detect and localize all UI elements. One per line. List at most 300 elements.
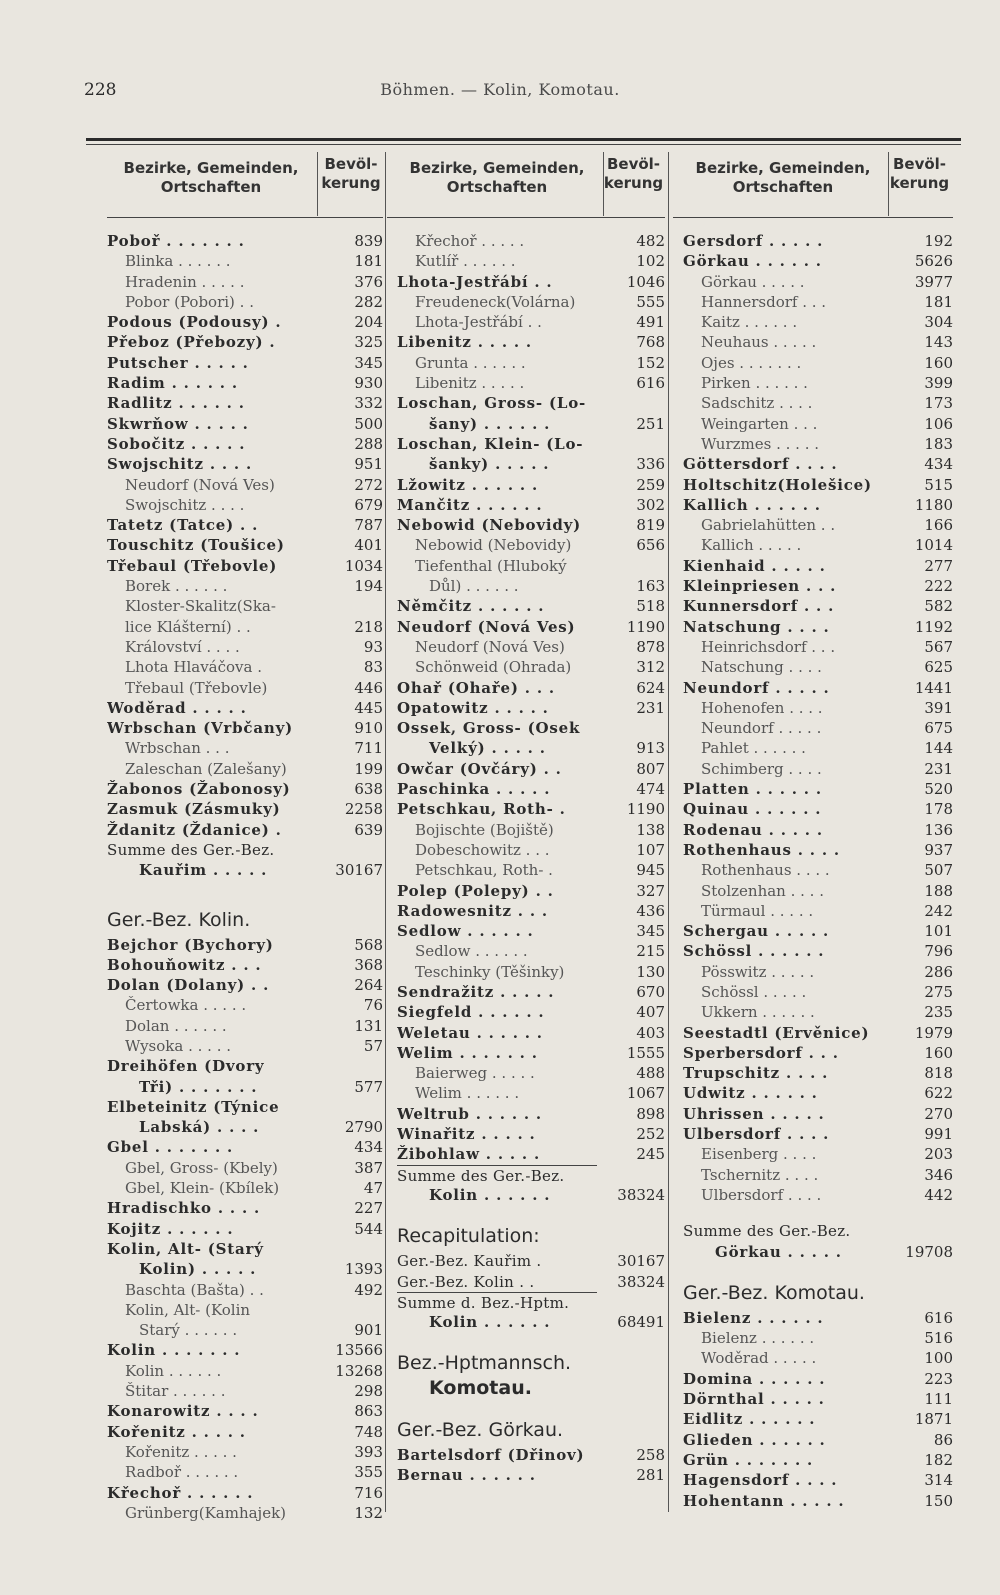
population-value: 132 bbox=[354, 1503, 383, 1522]
place-name: Sedlow . . . . . . bbox=[397, 922, 534, 941]
place-name: Ger.-Bez. Kolin. bbox=[107, 908, 251, 931]
place-name: Grünberg(Kamhajek) bbox=[125, 1503, 287, 1522]
place-name: Kolin . . . . . . bbox=[429, 1313, 551, 1332]
place-name: Ždanitz (Ždanice) . bbox=[107, 820, 282, 839]
place-name: Seestadtl (Ervěnice) bbox=[683, 1023, 870, 1042]
place-name: Petschkau, Roth- . bbox=[415, 861, 553, 880]
place-name: Sadschitz . . . . bbox=[701, 394, 813, 413]
place-name: Kutlíř . . . . . . bbox=[415, 252, 516, 271]
place-name: Holtschitz(Holešice) bbox=[683, 475, 872, 494]
place-name: Eidlitz . . . . . . bbox=[683, 1410, 816, 1429]
population-value: 399 bbox=[924, 374, 953, 393]
place-name: Lžowitz . . . . . . bbox=[397, 475, 538, 494]
place-name: Domina . . . . . . bbox=[683, 1369, 826, 1388]
place-name: Welim . . . . . . . bbox=[397, 1043, 538, 1062]
column-2-head-rule bbox=[387, 217, 665, 218]
place-name: Bernau . . . . . . bbox=[397, 1466, 536, 1485]
population-value: 768 bbox=[636, 333, 665, 352]
population-value: 264 bbox=[354, 976, 383, 995]
population-value: 638 bbox=[354, 780, 383, 799]
population-value: 639 bbox=[354, 820, 383, 839]
population-value: 173 bbox=[924, 394, 953, 413]
place-name: Ulbersdorf . . . . bbox=[683, 1125, 830, 1144]
population-value: 277 bbox=[924, 556, 953, 575]
place-name: Dobeschowitz . . . bbox=[415, 840, 550, 859]
population-value: 332 bbox=[354, 394, 383, 413]
place-name: Petschkau, Roth- . bbox=[397, 800, 566, 819]
place-name: Mančitz . . . . . . bbox=[397, 495, 543, 514]
place-name: Zaleschan (Zalešany) bbox=[125, 759, 287, 778]
place-name: Neundorf . . . . . bbox=[701, 719, 822, 738]
population-value: 446 bbox=[354, 678, 383, 697]
population-value: 376 bbox=[354, 272, 383, 291]
place-name: Bartelsdorf (Dřinov) bbox=[397, 1445, 585, 1464]
place-name: Heinrichsdorf . . . bbox=[701, 637, 836, 656]
place-name: Platten . . . . . . bbox=[683, 780, 822, 799]
place-name: Pahlet . . . . . . bbox=[701, 739, 806, 758]
place-name: Bohouňowitz . . . bbox=[107, 955, 262, 974]
population-value: 111 bbox=[924, 1390, 953, 1409]
population-value: 346 bbox=[924, 1165, 953, 1184]
place-name: Ossek, Gross- (Osek bbox=[397, 719, 581, 738]
population-value: 1871 bbox=[914, 1410, 953, 1429]
place-name: Touschitz (Toušice) bbox=[107, 536, 285, 555]
place-name: Tři) . . . . . . . bbox=[139, 1077, 258, 1096]
population-value: 192 bbox=[924, 232, 953, 250]
population-value: 951 bbox=[354, 455, 383, 474]
place-name: Schössl . . . . . bbox=[701, 982, 807, 1001]
place-name: Schönweid (Ohrada) bbox=[415, 658, 572, 677]
place-name: Natschung . . . . bbox=[683, 617, 830, 636]
place-name: Weltrub . . . . . . bbox=[397, 1104, 542, 1123]
population-value: 312 bbox=[636, 658, 665, 677]
population-value: 679 bbox=[354, 495, 383, 514]
population-value: 403 bbox=[636, 1023, 665, 1042]
place-name: Kolin . . . . . . bbox=[125, 1361, 222, 1380]
place-name: Opatowitz . . . . . bbox=[397, 698, 549, 717]
population-value: 231 bbox=[636, 698, 665, 717]
population-value: 577 bbox=[354, 1077, 383, 1096]
place-name: Skwrňow . . . . . bbox=[107, 414, 249, 433]
population-value: 387 bbox=[354, 1158, 383, 1177]
column-3-head-rule bbox=[673, 217, 953, 218]
place-name: Summe des Ger.-Bez. bbox=[683, 1222, 851, 1241]
place-name: Summe d. Bez.-Hptm. bbox=[397, 1292, 597, 1313]
place-name: Bielenz . . . . . . bbox=[701, 1329, 815, 1348]
place-name: Konarowitz . . . . bbox=[107, 1402, 259, 1421]
population-value: 930 bbox=[354, 374, 383, 393]
column-2-name-header: Bezirke, Gemeinden, Ortschaften bbox=[409, 159, 585, 196]
population-value: 252 bbox=[636, 1125, 665, 1144]
place-name: Radim . . . . . . bbox=[107, 374, 238, 393]
place-name: Ger.-Bez. Görkau. bbox=[397, 1418, 564, 1441]
population-value: 218 bbox=[354, 617, 383, 636]
population-value: 515 bbox=[924, 475, 953, 494]
population-value: 76 bbox=[363, 996, 383, 1015]
column-2-population-header: Bevöl- kerung bbox=[603, 155, 664, 192]
column-1-name-header: Bezirke, Gemeinden, Ortschaften bbox=[123, 159, 299, 196]
place-name: Podous (Podousy) . bbox=[107, 313, 282, 332]
population-value: 235 bbox=[924, 1003, 953, 1022]
place-name: Němčitz . . . . . . bbox=[397, 597, 545, 616]
place-name: Zasmuk (Zásmuky) bbox=[107, 800, 281, 819]
place-name: Wrbschan (Vrbčany) bbox=[107, 719, 293, 738]
place-name: Kolin, Alt- (Kolin bbox=[125, 1300, 251, 1319]
population-value: 245 bbox=[636, 1145, 665, 1164]
place-name: Přeboz (Přebozy) . bbox=[107, 333, 276, 352]
population-value: 231 bbox=[924, 759, 953, 778]
place-name: Schergau . . . . . bbox=[683, 922, 830, 941]
population-value: 3977 bbox=[914, 272, 953, 291]
population-value: 136 bbox=[924, 820, 953, 839]
place-name: Welim . . . . . . bbox=[415, 1084, 520, 1103]
population-value: 106 bbox=[924, 414, 953, 433]
column-3-population-header: Bevöl- kerung bbox=[889, 155, 950, 192]
column-2-3-divider bbox=[668, 152, 669, 1512]
place-name: Lhota-Jestřábí . . bbox=[397, 272, 553, 291]
place-name: Hohentann . . . . . bbox=[683, 1491, 845, 1510]
place-name: Rodenau . . . . . bbox=[683, 820, 823, 839]
place-name: Hagensdorf . . . . bbox=[683, 1471, 838, 1490]
place-name: Pösswitz . . . . . bbox=[701, 962, 815, 981]
place-name: Schimberg . . . . bbox=[701, 759, 822, 778]
place-name: Ukkern . . . . . . bbox=[701, 1003, 815, 1022]
place-name: Žabonos (Žabonosy) bbox=[107, 780, 291, 799]
place-name: Dreihöfen (Dvory bbox=[107, 1057, 265, 1076]
page-number: 228 bbox=[84, 80, 117, 100]
place-name: Kolin . . . . . . bbox=[429, 1185, 551, 1204]
population-value: 355 bbox=[354, 1463, 383, 1482]
place-name: Gbel, Klein- (Kbílek) bbox=[125, 1179, 280, 1198]
population-value: 286 bbox=[924, 962, 953, 981]
population-value: 272 bbox=[354, 475, 383, 494]
population-value: 345 bbox=[636, 922, 665, 941]
place-name: Paschinka . . . . . bbox=[397, 780, 551, 799]
population-value: 492 bbox=[354, 1280, 383, 1299]
population-value: 304 bbox=[924, 313, 953, 332]
place-name: Kolin) . . . . . bbox=[139, 1260, 257, 1279]
place-name: Důl) . . . . . . bbox=[429, 577, 519, 596]
place-name: Wrbschan . . . bbox=[125, 739, 230, 758]
place-name: Hannersdorf . . . bbox=[701, 292, 827, 311]
population-value: 670 bbox=[636, 982, 665, 1001]
population-value: 937 bbox=[924, 840, 953, 859]
population-value: 131 bbox=[354, 1016, 383, 1035]
population-value: 345 bbox=[354, 353, 383, 372]
place-name: Rothenhaus . . . . bbox=[683, 840, 840, 859]
column-1-head-rule bbox=[107, 217, 383, 218]
place-name: Pirken . . . . . . bbox=[701, 374, 808, 393]
place-name: Hohenofen . . . . bbox=[701, 698, 823, 717]
place-name: Freudeneck(Volárna) bbox=[415, 292, 576, 311]
place-name: Summe des Ger.-Bez. bbox=[397, 1165, 597, 1186]
place-name: Ger.-Bez. Kolin . . bbox=[397, 1272, 535, 1291]
population-value: 913 bbox=[636, 739, 665, 758]
population-value: 516 bbox=[924, 1329, 953, 1348]
population-value: 622 bbox=[924, 1084, 953, 1103]
population-value: 242 bbox=[924, 901, 953, 920]
population-value: 138 bbox=[636, 820, 665, 839]
population-value: 47 bbox=[363, 1179, 383, 1198]
population-value: 199 bbox=[354, 759, 383, 778]
place-name: Neundorf . . . . . bbox=[683, 678, 830, 697]
place-name: Tatetz (Tatce) . . bbox=[107, 516, 259, 535]
place-name: Sperbersdorf . . . bbox=[683, 1043, 839, 1062]
place-name: Görkau . . . . . bbox=[701, 272, 805, 291]
population-value: 863 bbox=[354, 1402, 383, 1421]
place-name: Křechoř . . . . . bbox=[415, 232, 525, 250]
column-1-2-divider bbox=[385, 152, 386, 1512]
place-name: Štitar . . . . . . bbox=[125, 1382, 226, 1401]
population-value: 314 bbox=[924, 1471, 953, 1490]
population-value: 86 bbox=[933, 1430, 953, 1449]
place-name: Baierweg . . . . . bbox=[415, 1064, 535, 1083]
top-rule bbox=[86, 138, 961, 141]
place-name: Görkau . . . . . bbox=[715, 1242, 842, 1261]
place-name: Libenitz . . . . . bbox=[415, 374, 525, 393]
place-name: Kaitz . . . . . . bbox=[701, 313, 798, 332]
population-value: 1441 bbox=[914, 678, 953, 697]
population-value: 1067 bbox=[626, 1084, 665, 1103]
place-name: Křechoř . . . . . . bbox=[107, 1483, 254, 1502]
place-name: Owčar (Ovčáry) . . bbox=[397, 759, 562, 778]
population-value: 1555 bbox=[626, 1043, 665, 1062]
top-rule-thin bbox=[86, 144, 961, 145]
place-name: Quinau . . . . . . bbox=[683, 800, 822, 819]
population-value: 93 bbox=[363, 637, 383, 656]
place-name: Sobočitz . . . . . bbox=[107, 434, 246, 453]
population-value: 143 bbox=[924, 333, 953, 352]
place-name: Kloster-Skalitz(Ska- bbox=[125, 597, 276, 616]
place-name: Grün . . . . . . . bbox=[683, 1450, 814, 1469]
population-value: 101 bbox=[924, 922, 953, 941]
population-value: 57 bbox=[363, 1036, 383, 1055]
population-value: 160 bbox=[924, 353, 953, 372]
place-name: šany) . . . . . . bbox=[429, 414, 551, 433]
population-value: 1393 bbox=[344, 1260, 383, 1279]
population-value: 807 bbox=[636, 759, 665, 778]
place-name: Neudorf (Nová Ves) bbox=[397, 617, 576, 636]
population-value: 1192 bbox=[914, 617, 953, 636]
population-value: 288 bbox=[354, 434, 383, 453]
population-value: 2790 bbox=[344, 1118, 383, 1137]
place-name: Poboř . . . . . . . bbox=[107, 232, 245, 250]
population-value: 258 bbox=[636, 1445, 665, 1464]
place-name: Recapitulation: bbox=[397, 1225, 540, 1248]
population-value: 442 bbox=[924, 1185, 953, 1204]
place-name: Görkau . . . . . . bbox=[683, 252, 822, 271]
population-value: 227 bbox=[354, 1199, 383, 1218]
place-name: Loschan, Klein- (Lo- bbox=[397, 434, 584, 453]
place-name: Dörnthal . . . . . bbox=[683, 1390, 825, 1409]
place-name: Království . . . . bbox=[125, 637, 240, 656]
place-name: Stolzenhan . . . . bbox=[701, 881, 824, 900]
population-value: 163 bbox=[636, 577, 665, 596]
place-name: Dolan (Dolany) . . bbox=[107, 976, 270, 995]
population-value: 991 bbox=[924, 1125, 953, 1144]
place-name: Blinka . . . . . . bbox=[125, 252, 231, 271]
population-value: 183 bbox=[924, 434, 953, 453]
population-value: 507 bbox=[924, 861, 953, 880]
place-name: Radboř . . . . . . bbox=[125, 1463, 239, 1482]
population-value: 68491 bbox=[617, 1313, 665, 1332]
population-value: 436 bbox=[636, 901, 665, 920]
column-3-divider bbox=[888, 152, 889, 216]
population-value: 434 bbox=[924, 455, 953, 474]
population-value: 188 bbox=[924, 881, 953, 900]
place-name: Hradischko . . . . bbox=[107, 1199, 261, 1218]
place-name: Gabrielahütten . . bbox=[701, 516, 836, 535]
place-name: Polep (Polepy) . . bbox=[397, 881, 554, 900]
place-name: Udwitz . . . . . . bbox=[683, 1084, 818, 1103]
column-2-divider bbox=[603, 152, 604, 216]
place-name: Dolan . . . . . . bbox=[125, 1016, 227, 1035]
place-name: Elbeteinitz (Týnice bbox=[107, 1097, 280, 1116]
place-name: Wurzmes . . . . . bbox=[701, 434, 820, 453]
place-name: Swojschitz . . . . bbox=[107, 455, 252, 474]
population-value: 818 bbox=[924, 1064, 953, 1083]
population-value: 107 bbox=[636, 840, 665, 859]
place-name: Türmaul . . . . . bbox=[701, 901, 814, 920]
place-name: Loschan, Gross- (Lo- bbox=[397, 394, 587, 413]
place-name: Kojitz . . . . . . bbox=[107, 1219, 234, 1238]
place-name: Bielenz . . . . . . bbox=[683, 1308, 824, 1327]
place-name: Nebowid (Nebovidy) bbox=[415, 536, 572, 555]
place-name: Ger.-Bez. Komotau. bbox=[683, 1281, 865, 1304]
place-name: Winařitz . . . . . bbox=[397, 1125, 536, 1144]
population-value: 368 bbox=[354, 955, 383, 974]
place-name: Labská) . . . . bbox=[139, 1118, 260, 1137]
place-name: Sedlow . . . . . . bbox=[415, 942, 528, 961]
place-name: Libenitz . . . . . bbox=[397, 333, 532, 352]
column-3-name-header: Bezirke, Gemeinden, Ortschaften bbox=[695, 159, 871, 196]
population-value: 222 bbox=[924, 577, 953, 596]
population-value: 748 bbox=[354, 1422, 383, 1441]
population-value: 555 bbox=[636, 292, 665, 311]
place-name: Pobor (Pobori) . . bbox=[125, 292, 254, 311]
place-name: Summe des Ger.-Bez. bbox=[107, 840, 275, 859]
population-value: 102 bbox=[636, 252, 665, 271]
population-value: 1180 bbox=[914, 495, 953, 514]
population-value: 500 bbox=[354, 414, 383, 433]
place-name: Gbel, Gross- (Kbely) bbox=[125, 1158, 278, 1177]
place-name: Neudorf (Nová Ves) bbox=[125, 475, 275, 494]
place-name: Weletau . . . . . . bbox=[397, 1023, 543, 1042]
place-name: Kienhaid . . . . . bbox=[683, 556, 826, 575]
population-value: 878 bbox=[636, 637, 665, 656]
population-value: 282 bbox=[354, 292, 383, 311]
population-value: 13566 bbox=[335, 1341, 383, 1360]
population-value: 518 bbox=[636, 597, 665, 616]
population-value: 445 bbox=[354, 698, 383, 717]
population-value: 275 bbox=[924, 982, 953, 1001]
population-value: 434 bbox=[354, 1138, 383, 1157]
population-value: 1034 bbox=[344, 556, 383, 575]
place-name: Tiefenthal (Hluboký bbox=[415, 556, 567, 575]
place-name: Kleinpriesen . . . bbox=[683, 577, 837, 596]
population-value: 716 bbox=[354, 1483, 383, 1502]
place-name: Velký) . . . . . bbox=[429, 739, 546, 758]
place-name: Nebowid (Nebovidy) bbox=[397, 516, 582, 535]
place-name: Siegfeld . . . . . . bbox=[397, 1003, 545, 1022]
place-name: Göttersdorf . . . . bbox=[683, 455, 838, 474]
population-value: 787 bbox=[354, 516, 383, 535]
population-value: 1046 bbox=[626, 272, 665, 291]
place-name: Neudorf (Nová Ves) bbox=[415, 637, 565, 656]
place-name: Weingarten . . . bbox=[701, 414, 818, 433]
population-value: 656 bbox=[636, 536, 665, 555]
population-value: 182 bbox=[924, 1450, 953, 1469]
population-value: 401 bbox=[354, 536, 383, 555]
population-value: 144 bbox=[924, 739, 953, 758]
population-value: 19708 bbox=[905, 1242, 953, 1261]
population-value: 130 bbox=[636, 962, 665, 981]
place-name: Kallich . . . . . bbox=[701, 536, 802, 555]
place-name: Bez.-Hptmannsch. bbox=[397, 1352, 572, 1375]
running-title: Böhmen. — Kolin, Komotau. bbox=[380, 80, 620, 99]
place-name: Natschung . . . . bbox=[701, 658, 822, 677]
place-name: Žibohlaw . . . . . bbox=[397, 1145, 540, 1164]
population-value: 819 bbox=[636, 516, 665, 535]
population-value: 675 bbox=[924, 719, 953, 738]
population-value: 215 bbox=[636, 942, 665, 961]
population-value: 270 bbox=[924, 1104, 953, 1123]
population-value: 281 bbox=[636, 1466, 665, 1485]
column-1-population-header: Bevöl- kerung bbox=[321, 155, 381, 192]
place-name: Tschernitz . . . . bbox=[701, 1165, 819, 1184]
place-name: Starý . . . . . . bbox=[139, 1321, 238, 1340]
population-value: 100 bbox=[924, 1349, 953, 1368]
place-name: Swojschitz . . . . bbox=[125, 495, 245, 514]
population-value: 160 bbox=[924, 1043, 953, 1062]
population-value: 83 bbox=[363, 658, 383, 677]
population-value: 327 bbox=[636, 881, 665, 900]
population-value: 1979 bbox=[914, 1023, 953, 1042]
place-name: Woděrad . . . . . bbox=[107, 698, 247, 717]
population-value: 178 bbox=[924, 800, 953, 819]
place-name: Kořenitz . . . . . bbox=[125, 1442, 237, 1461]
column-1-divider bbox=[317, 152, 318, 216]
population-value: 488 bbox=[636, 1064, 665, 1083]
population-value: 901 bbox=[354, 1321, 383, 1340]
place-name: Ger.-Bez. Kauřim . bbox=[397, 1252, 542, 1271]
place-name: Kořenitz . . . . . bbox=[107, 1422, 246, 1441]
population-value: 474 bbox=[636, 780, 665, 799]
place-name: Schössl . . . . . . bbox=[683, 942, 825, 961]
page-header bbox=[0, 80, 1000, 104]
place-name: Gersdorf . . . . . bbox=[683, 232, 824, 250]
place-name: Grunta . . . . . . bbox=[415, 353, 526, 372]
place-name: Třebaul (Třebovle) bbox=[125, 678, 268, 697]
population-value: 796 bbox=[924, 942, 953, 961]
population-value: 567 bbox=[924, 637, 953, 656]
population-value: 391 bbox=[924, 698, 953, 717]
population-value: 898 bbox=[636, 1104, 665, 1123]
place-name: Čertowka . . . . . bbox=[125, 996, 247, 1015]
population-value: 839 bbox=[354, 232, 383, 250]
population-value: 251 bbox=[636, 414, 665, 433]
population-value: 616 bbox=[924, 1308, 953, 1327]
population-value: 1014 bbox=[914, 536, 953, 555]
population-value: 302 bbox=[636, 495, 665, 514]
population-value: 259 bbox=[636, 475, 665, 494]
population-value: 624 bbox=[636, 678, 665, 697]
population-value: 336 bbox=[636, 455, 665, 474]
population-value: 194 bbox=[354, 577, 383, 596]
population-value: 616 bbox=[636, 374, 665, 393]
population-value: 1190 bbox=[626, 617, 665, 636]
population-value: 30167 bbox=[335, 861, 383, 880]
